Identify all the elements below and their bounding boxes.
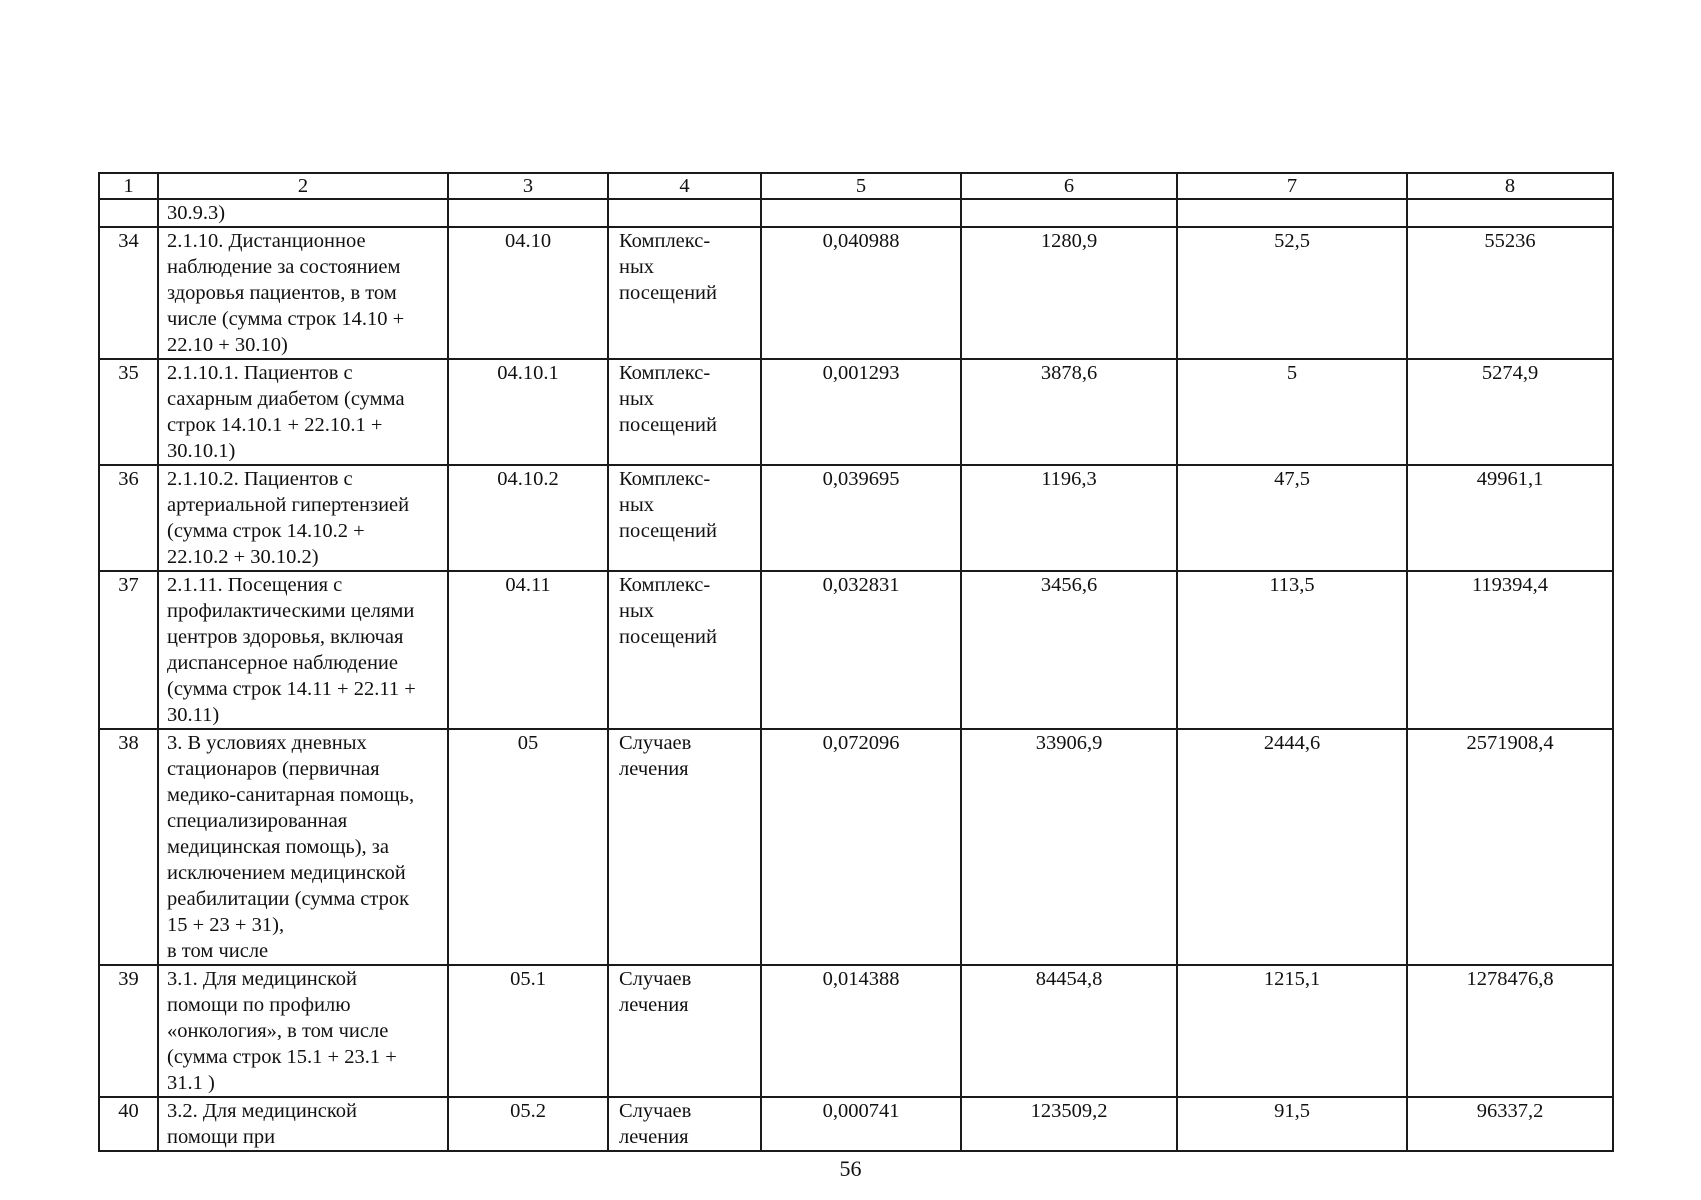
value-col-7 (1177, 359, 1407, 465)
row-number (99, 199, 158, 227)
row-code (448, 359, 608, 465)
table-row (99, 965, 1613, 1097)
unit-of-measure-text: Случаев лечения (619, 732, 692, 780)
row-code (448, 729, 608, 965)
value-col-7-text: 113,5 (1269, 574, 1315, 596)
table-row (99, 571, 1613, 729)
value-col-8-text: 55236 (1484, 230, 1536, 252)
row-code-text: 04.10.1 (497, 362, 559, 384)
row-number-text: 35 (118, 362, 139, 384)
value-col-8 (1407, 729, 1613, 965)
value-col-7 (1177, 1097, 1407, 1151)
indicator-name (158, 571, 448, 729)
row-code (448, 571, 608, 729)
value-col-5-text: 0,072096 (822, 732, 900, 754)
row-number (99, 465, 158, 571)
unit-of-measure (608, 359, 761, 465)
row-number (99, 729, 158, 965)
value-col-8 (1407, 227, 1613, 359)
value-col-8 (1407, 1097, 1613, 1151)
indicator-name (158, 359, 448, 465)
row-number (99, 965, 158, 1097)
value-col-5 (761, 1097, 961, 1151)
row-number-text: 34 (118, 230, 139, 252)
row-code (448, 1097, 608, 1151)
value-col-6-text: 1280,9 (1040, 230, 1098, 252)
unit-of-measure (608, 1097, 761, 1151)
indicator-name-text: 2.1.11. Посещения с профилактическими целями центров здоровья, включая диспансерное наблюдение (сумма строк 14.11 + 22.11 + 30.11) (167, 574, 416, 726)
value-col-7-text: 47,5 (1274, 468, 1310, 490)
row-code (448, 465, 608, 571)
unit-of-measure (608, 571, 761, 729)
column-header: 1 (99, 173, 158, 199)
value-col-6 (961, 465, 1177, 571)
value-col-8-text: 5274,9 (1481, 362, 1539, 384)
value-col-6-text: 3878,6 (1040, 362, 1098, 384)
value-col-6-text: 33906,9 (1035, 732, 1103, 754)
table-row (99, 1097, 1613, 1151)
row-code-text: 04.10.2 (497, 468, 559, 490)
indicator-name-text: 30.9.3) (167, 202, 226, 224)
value-col-7 (1177, 465, 1407, 571)
value-col-6 (961, 729, 1177, 965)
row-number-text: 38 (118, 732, 139, 754)
value-col-6 (961, 571, 1177, 729)
table-row (99, 465, 1613, 571)
table-row (99, 359, 1613, 465)
unit-of-measure-text: Комплекс- ных посещений (619, 468, 717, 542)
indicator-name (158, 465, 448, 571)
value-col-5 (761, 571, 961, 729)
value-col-5-text: 0,039695 (822, 468, 900, 490)
row-number (99, 227, 158, 359)
indicator-name-text: 2.1.10.2. Пациентов с артериальной гипертензией (сумма строк 14.10.2 + 22.10.2 + 30.10.2) (167, 468, 410, 568)
indicator-name-text: 2.1.10.1. Пациентов с сахарным диабетом (сумма строк 14.10.1 + 22.10.1 + 30.10.1) (167, 362, 405, 462)
value-col-8 (1407, 359, 1613, 465)
value-col-8-text: 2571908,4 (1466, 732, 1554, 754)
value-col-7-text: 52,5 (1274, 230, 1310, 252)
column-header: 3 (448, 173, 608, 199)
value-col-7-text: 91,5 (1274, 1100, 1310, 1122)
value-col-6-text: 3456,6 (1040, 574, 1098, 596)
row-code (448, 227, 608, 359)
unit-of-measure (608, 227, 761, 359)
indicator-name-text: 3.2. Для медицинской помощи при (167, 1100, 357, 1148)
unit-of-measure-text: Комплекс- ных посещений (619, 230, 717, 304)
value-col-5 (761, 199, 961, 227)
indicator-name-text: 2.1.10. Дистанционное наблюдение за состоянием здоровья пациентов, в том числе (сумма строк 14.10 + 22.10 + 30.10) (167, 230, 405, 356)
unit-of-measure (608, 199, 761, 227)
unit-of-measure-text: Случаев лечения (619, 968, 692, 1016)
value-col-7 (1177, 199, 1407, 227)
value-col-5-text: 0,040988 (822, 230, 900, 252)
row-number-text: 40 (118, 1100, 139, 1122)
row-number-text: 36 (118, 468, 139, 490)
page-number: 56 (839, 1156, 862, 1181)
row-code-text: 04.11 (505, 574, 551, 596)
row-code (448, 965, 608, 1097)
unit-of-measure (608, 965, 761, 1097)
unit-of-measure-text: Комплекс- ных посещений (619, 574, 717, 648)
value-col-7-text: 2444,6 (1263, 732, 1321, 754)
row-code-text: 05 (517, 732, 539, 754)
value-col-5 (761, 729, 961, 965)
table-row (99, 227, 1613, 359)
indicator-name (158, 199, 448, 227)
unit-of-measure-text: Случаев лечения (619, 1100, 692, 1148)
value-col-8 (1407, 571, 1613, 729)
value-col-8-text: 96337,2 (1476, 1100, 1544, 1122)
value-col-5-text: 0,014388 (822, 968, 900, 990)
row-number (99, 571, 158, 729)
unit-of-measure (608, 729, 761, 965)
table-row (99, 729, 1613, 965)
value-col-7 (1177, 965, 1407, 1097)
value-col-5 (761, 965, 961, 1097)
value-col-8-text: 1278476,8 (1466, 968, 1554, 990)
value-col-8-text: 49961,1 (1476, 468, 1544, 490)
header-row (99, 173, 1613, 199)
value-col-6 (961, 227, 1177, 359)
value-col-6 (961, 965, 1177, 1097)
column-header: 5 (761, 173, 961, 199)
unit-of-measure-text: Комплекс- ных посещений (619, 362, 717, 436)
column-header: 8 (1407, 173, 1613, 199)
value-col-5-text: 0,000741 (822, 1100, 900, 1122)
column-header: 2 (158, 173, 448, 199)
table-row (99, 199, 1613, 227)
value-col-5 (761, 359, 961, 465)
row-number-text: 37 (118, 574, 139, 596)
value-col-6 (961, 1097, 1177, 1151)
value-col-8-text: 119394,4 (1471, 574, 1549, 596)
column-header: 4 (608, 173, 761, 199)
column-header: 6 (961, 173, 1177, 199)
indicator-name (158, 965, 448, 1097)
value-col-7 (1177, 729, 1407, 965)
value-col-6 (961, 359, 1177, 465)
column-header: 7 (1177, 173, 1407, 199)
value-col-6-text: 1196,3 (1041, 468, 1097, 490)
unit-of-measure (608, 465, 761, 571)
row-code-text: 04.10 (504, 230, 552, 252)
row-code-text: 05.1 (510, 968, 546, 990)
value-col-6-text: 123509,2 (1030, 1100, 1108, 1122)
row-number-text: 39 (118, 968, 139, 990)
row-number (99, 1097, 158, 1151)
value-col-6-text: 84454,8 (1035, 968, 1103, 990)
row-number (99, 359, 158, 465)
value-col-8 (1407, 465, 1613, 571)
value-col-7 (1177, 571, 1407, 729)
value-col-7-text: 1215,1 (1263, 968, 1321, 990)
indicator-name (158, 227, 448, 359)
value-col-8 (1407, 199, 1613, 227)
indicator-name (158, 729, 448, 965)
value-col-8 (1407, 965, 1613, 1097)
value-col-7 (1177, 227, 1407, 359)
value-col-7-text: 5 (1286, 362, 1298, 384)
value-col-6 (961, 199, 1177, 227)
indicator-name (158, 1097, 448, 1151)
data-table (98, 172, 1614, 1152)
value-col-5 (761, 465, 961, 571)
value-col-5 (761, 227, 961, 359)
value-col-5-text: 0,032831 (822, 574, 900, 596)
value-col-5-text: 0,001293 (822, 362, 900, 384)
row-code (448, 199, 608, 227)
indicator-name-text: 3.1. Для медицинской помощи по профилю «онкология», в том числе (сумма строк 15.1 + 23.1 + 31.1 ) (167, 968, 397, 1094)
row-code-text: 05.2 (510, 1100, 546, 1122)
indicator-name-text: 3. В условиях дневных стационаров (первичная медико-санитарная помощь, специализированная медицинская помощь), за исключением медицинской реабилитации (сумма строк 15 + 23 + 31), в том числе (167, 732, 415, 962)
